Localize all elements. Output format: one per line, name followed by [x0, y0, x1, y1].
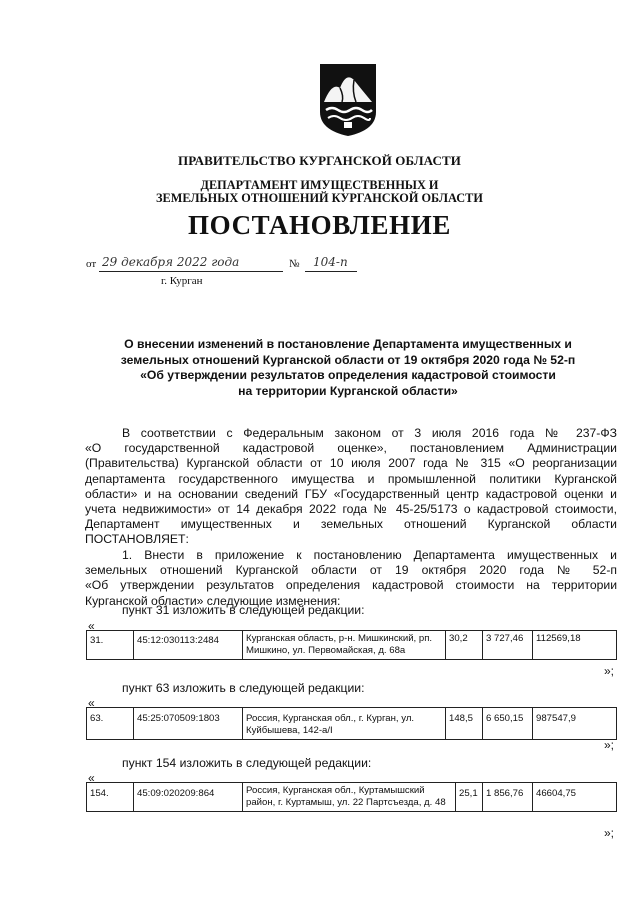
heading-line: на территории Курганской области»: [238, 383, 458, 398]
kurgan-coat-of-arms-emblem: [318, 62, 378, 138]
cell-rate: 1 856,76: [483, 783, 533, 812]
cell-area: 30,2: [446, 631, 483, 660]
preamble-line: департамента государственного имущества и промышленной политики Курганской: [85, 471, 617, 486]
table-row: [87, 783, 617, 812]
date-underline: [99, 271, 283, 272]
cell-address: Россия, Курганская обл., г. Курган, ул. Куйбышева, 142-а/I: [243, 708, 446, 740]
preamble-line: ПОСТАНОВЛЯЕТ:: [85, 532, 189, 547]
preamble-line: «О государственной кадастровой оценке», постановлением Администрации: [85, 441, 617, 456]
quote-close: »;: [604, 664, 615, 678]
item-1-line: 1. Внести в приложение к постановлению Департамента имущественных и: [122, 548, 617, 562]
cell-address: Курганская область, р-н. Мишкинский, рп. Мишкино, ул. Первомайская, д. 68а: [243, 631, 446, 660]
item-1: [85, 548, 617, 609]
cell-cadastral-number: 45:25:070509:1803: [134, 708, 243, 740]
city: г. Курган: [161, 275, 203, 287]
preamble-line: (Правительства) Курганской области от 10 июля 2007 года № 315 «О реорганизации: [85, 456, 617, 471]
cell-number: 63.: [87, 708, 134, 740]
preamble: [85, 426, 617, 548]
cell-cadastral-value: 46604,75: [533, 783, 617, 812]
date-handwritten: 29 декабря 2022 года: [102, 255, 240, 269]
amendment-table: [86, 630, 617, 660]
cell-area: 25,1: [456, 783, 483, 812]
preamble-line: В соответствии с Федеральным законом от 3 июля 2016 года № 237-ФЗ: [122, 426, 617, 440]
amendment-table: [86, 782, 617, 812]
amendment-intro: пункт 154 изложить в следующей редакции:: [122, 756, 372, 770]
item-1-line: Курганской области» следующие изменения:: [85, 593, 341, 608]
item-1-line: «Об утверждении результатов определения кадастровой стоимости на территории: [85, 578, 617, 593]
number-prefix: №: [289, 258, 300, 270]
amendment-intro: пункт 31 изложить в следующей редакции:: [122, 603, 365, 617]
heading-line: земельных отношений Курганской области от 19 октября 2020 года № 52-п: [120, 352, 576, 367]
cell-rate: 6 650,15: [483, 708, 533, 740]
number-underline: [305, 271, 357, 272]
amendment-intro: пункт 63 изложить в следующей редакции:: [122, 681, 365, 695]
amendment-table: [86, 707, 617, 740]
date-prefix: от: [86, 258, 97, 270]
heading-line: «Об утверждении результатов определения кадастровой стоимости: [140, 368, 556, 382]
quote-close: »;: [604, 826, 615, 840]
table-row: [87, 631, 617, 660]
cell-number: 31.: [87, 631, 134, 660]
department-name-line-1: ДЕПАРТАМЕНТ ИМУЩЕСТВЕННЫХ И: [200, 178, 439, 192]
preamble-line: учета недвижимости» от 14 декабря 2022 года № 45-25/5173 о кадастровой стоимости,: [85, 502, 617, 517]
number-handwritten: 104-п: [313, 255, 348, 269]
table-row: [87, 708, 617, 740]
preamble-line: области» и на основании сведений ГБУ «Государственный центр кадастровой оценки и: [85, 486, 617, 501]
cell-address: Россия, Курганская обл., Куртамышский район, г. Куртамыш, ул. 22 Партсъезда, д. 48: [243, 783, 456, 812]
cell-area: 148,5: [446, 708, 483, 740]
cell-cadastral-value: 112569,18: [533, 631, 617, 660]
quote-open: «: [88, 771, 95, 785]
preamble-line: Департамент имущественных и земельных отношений Курганской области: [85, 517, 617, 532]
cell-cadastral-number: 45:12:030113:2484: [134, 631, 243, 660]
quote-open: «: [88, 619, 95, 633]
document-type-title: ПОСТАНОВЛЕНИЕ: [188, 210, 451, 240]
quote-open: «: [88, 696, 95, 710]
item-1-line: земельных отношений Курганской области от 19 октября 2020 года № 52-п: [85, 563, 617, 578]
cell-number: 154.: [87, 783, 134, 812]
decree-heading: [80, 337, 616, 399]
government-name: ПРАВИТЕЛЬСТВО КУРГАНСКОЙ ОБЛАСТИ: [178, 153, 461, 168]
quote-close: »;: [604, 738, 615, 752]
cell-rate: 3 727,46: [483, 631, 533, 660]
cell-cadastral-number: 45:09:020209:864: [134, 783, 243, 812]
cell-cadastral-value: 987547,9: [533, 708, 617, 740]
heading-line: О внесении изменений в постановление Департамента имущественных и: [124, 337, 572, 351]
department-name-line-2: ЗЕМЕЛЬНЫХ ОТНОШЕНИЙ КУРГАНСКОЙ ОБЛАСТИ: [156, 191, 483, 205]
